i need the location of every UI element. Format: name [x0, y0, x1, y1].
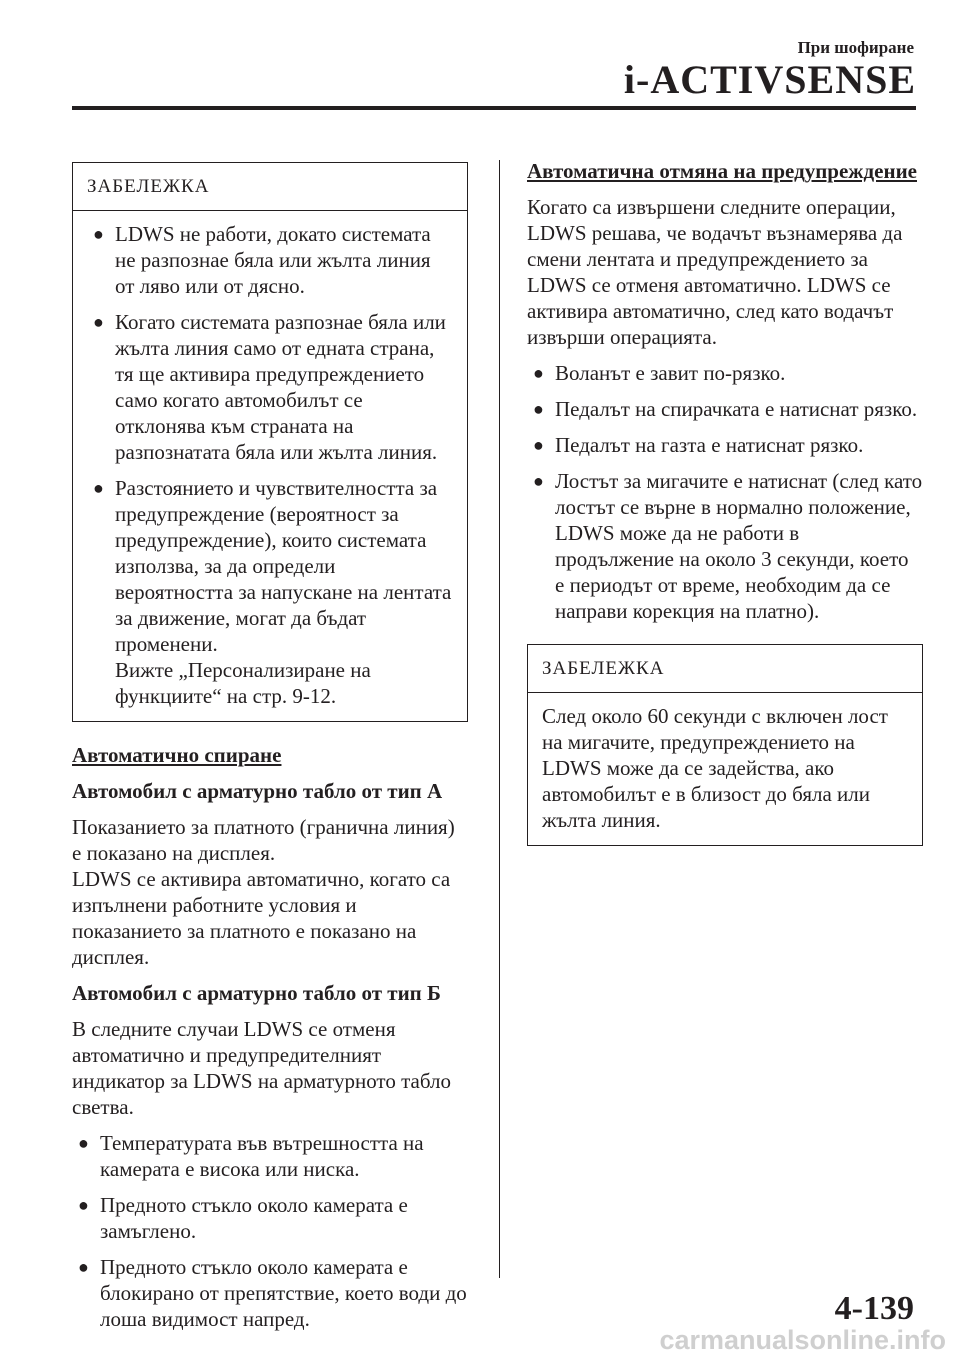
type-b-paragraph: В следните случаи LDWS се отменя автоматично и предупредителният индикатор за LDWS на арматурното табло светва. [72, 1017, 451, 1119]
bullet-icon: ● [93, 478, 104, 498]
list-item [72, 1130, 468, 1182]
right-column [527, 158, 923, 846]
list-item [527, 432, 923, 458]
list-item-text: Предното стъкло около камерата е замъглено. [100, 1193, 408, 1243]
note-title: ЗАБЕЛЕЖКА [528, 645, 922, 693]
bullet-icon: ● [78, 1133, 89, 1153]
bullet-icon: ● [93, 224, 104, 244]
type-a-paragraph-1: Показанието за платното (гранична линия) е показано на дисплея. [72, 815, 455, 865]
bullet-icon: ● [78, 1257, 89, 1277]
list-item-text: Педалът на спирачката е натиснат рязко. [555, 397, 918, 421]
list-item-text: Когато системата разпознае бяла или жълта линия само от едната страна, тя ще активира предупреждението само когато автомобилът се отклонява към страната на разпознатата бяла или жълта линия. [115, 310, 446, 464]
bullet-icon: ● [533, 471, 544, 491]
list-item-text: Разстоянието и чувствителността за предупреждение (вероятност за предупреждение), които системата използва, за да определи вероятността за напускане на лентата за движение, могат да бъдат променени. [115, 476, 452, 656]
page-number: 4-139 [834, 1290, 914, 1327]
auto-cancel-bullet-list [527, 360, 923, 624]
bullet-icon: ● [533, 435, 544, 455]
type-a-paragraph-2: LDWS се активира автоматично, когато са изпълнени работните условия и показанието за платното е показано на дисплея. [72, 867, 451, 969]
left-column [72, 162, 468, 1342]
list-item-text: Педалът на газта е натиснат рязко. [555, 433, 864, 457]
auto-cancel-heading: Автоматична отмяна на предупреждение [527, 159, 917, 183]
auto-cancel-intro: Когато са извършени следните операции, LDWS решава, че водачът възнамерява да смени лентата и предупреждението за LDWS се отменя автоматично. LDWS се активира автоматично, след като водачът извърши операцията. [527, 195, 903, 349]
type-b-heading: Автомобил с арматурно табло от тип Б [72, 981, 441, 1005]
column-divider [499, 160, 500, 1278]
list-item [87, 221, 453, 299]
list-item [72, 1254, 468, 1332]
bullet-icon: ● [533, 363, 544, 383]
list-item-text: Лостът за мигачите е натиснат (след като лостът се върне в нормално положение, LDWS може да не работи в продължение на около 3 секунди, което е периодът от време, необходим да се направи корекция на платно). [555, 469, 923, 623]
chapter-title: i-ACTIVSENSE [623, 57, 916, 102]
list-item [72, 1192, 468, 1244]
list-item-text: Предното стъкло около камерата е блокирано от препятствие, което води до лоша видимост напред. [100, 1255, 467, 1331]
list-item-text: Температурата във вътрешността на камерата е висока или ниска. [100, 1131, 424, 1181]
list-item [87, 475, 453, 709]
cross-reference-link[interactable]: Вижте „Персонализиране на функциите“ на стр. 9-12. [115, 658, 371, 708]
list-item [527, 396, 923, 422]
list-item-text: LDWS не работи, докато системата не разпознае бяла или жълта линия от ляво или от дясно. [115, 222, 431, 298]
note-text: След около 60 секунди с включен лост на мигачите, предупреждението на LDWS може да се задейства, ако автомобилът е в близост до бяла или жълта линия. [542, 704, 888, 832]
bullet-icon: ● [533, 399, 544, 419]
header-divider [72, 106, 916, 110]
bullet-icon: ● [78, 1195, 89, 1215]
list-item [527, 360, 923, 386]
note-bullet-list [87, 221, 453, 709]
type-a-heading: Автомобил с арматурно табло от тип A [72, 779, 443, 803]
auto-stop-heading: Автоматично спиране [72, 743, 282, 767]
note-body [528, 693, 922, 845]
note-body [73, 211, 467, 721]
list-item [527, 468, 923, 624]
auto-stop-bullet-list [72, 1130, 468, 1332]
section-title: При шофиране [797, 38, 914, 57]
watermark: carmanualsonline.info [659, 1325, 946, 1355]
list-item [87, 309, 453, 465]
list-item-text: Воланът е завит по-рязко. [555, 361, 786, 385]
note-box-left [72, 162, 468, 722]
note-box-right [527, 644, 923, 846]
bullet-icon: ● [93, 312, 104, 332]
note-title: ЗАБЕЛЕЖКА [73, 163, 467, 211]
